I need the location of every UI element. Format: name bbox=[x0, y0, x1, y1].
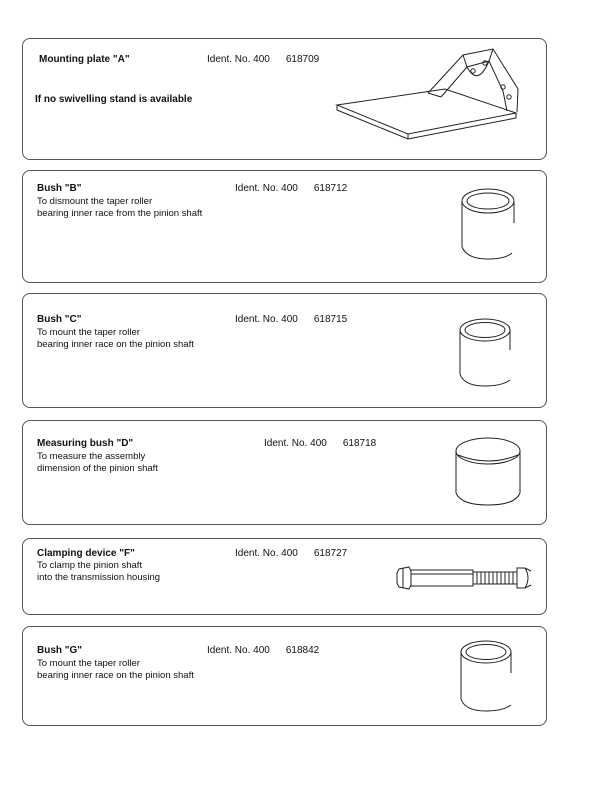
ident-number bbox=[235, 548, 347, 559]
clamping-device-drawing-icon bbox=[395, 563, 535, 593]
tool-card-measuring-bush-d bbox=[22, 420, 547, 525]
ident-code: 618727 bbox=[313, 548, 348, 559]
ident-code: 618709 bbox=[285, 54, 320, 65]
bush-drawing-icon bbox=[457, 635, 517, 720]
description-line: To mount the taper roller bbox=[37, 327, 140, 338]
description-line: To measure the assembly bbox=[37, 451, 146, 462]
description-line: To mount the taper roller bbox=[37, 658, 140, 669]
ident-number bbox=[235, 183, 347, 194]
ident-label: Ident. No. 400 bbox=[235, 548, 298, 559]
tool-description bbox=[37, 658, 194, 682]
tool-title: Bush "G" bbox=[37, 645, 83, 656]
ident-number bbox=[235, 314, 347, 325]
tool-card-mounting-plate-a bbox=[22, 38, 547, 160]
tool-description bbox=[37, 451, 158, 475]
ident-code: 618718 bbox=[342, 438, 377, 449]
description-line: bearing inner race on the pinion shaft bbox=[37, 339, 194, 350]
tool-title: Bush "C" bbox=[37, 314, 82, 325]
ident-number bbox=[207, 54, 319, 65]
tool-card-bush-c bbox=[22, 293, 547, 408]
bush-drawing-icon bbox=[456, 314, 516, 394]
mounting-plate-drawing-icon bbox=[333, 41, 523, 156]
tool-card-bush-b bbox=[22, 170, 547, 283]
ident-label: Ident. No. 400 bbox=[235, 314, 298, 325]
tool-card-bush-g bbox=[22, 626, 547, 726]
description-line: To clamp the pinion shaft bbox=[37, 560, 143, 571]
description-line: bearing inner race on the pinion shaft bbox=[37, 670, 194, 681]
description-line: To dismount the taper roller bbox=[37, 196, 153, 207]
tool-title: Measuring bush "D" bbox=[37, 438, 134, 449]
tool-title: Clamping device "F" bbox=[37, 548, 135, 559]
description-line: bearing inner race from the pinion shaft bbox=[37, 208, 203, 219]
description-line: into the transmission housing bbox=[37, 572, 161, 583]
measuring-bush-drawing-icon bbox=[453, 431, 528, 511]
tool-title: Bush "B" bbox=[37, 183, 82, 194]
tool-description bbox=[37, 560, 160, 584]
tool-description bbox=[37, 196, 202, 220]
ident-number bbox=[264, 438, 376, 449]
bush-drawing-icon bbox=[459, 183, 519, 268]
ident-code: 618712 bbox=[313, 183, 348, 194]
description-line: dimension of the pinion shaft bbox=[37, 463, 158, 474]
ident-label: Ident. No. 400 bbox=[264, 438, 327, 449]
ident-label: Ident. No. 400 bbox=[207, 54, 270, 65]
tool-note: If no swivelling stand is available bbox=[35, 94, 193, 105]
ident-code: 618715 bbox=[313, 314, 348, 325]
ident-number bbox=[207, 645, 319, 656]
ident-label: Ident. No. 400 bbox=[235, 183, 298, 194]
tool-card-clamping-device-f bbox=[22, 538, 547, 615]
tool-title: Mounting plate "A" bbox=[39, 54, 130, 65]
tool-description bbox=[37, 327, 194, 351]
ident-code: 618842 bbox=[285, 645, 320, 656]
ident-label: Ident. No. 400 bbox=[207, 645, 270, 656]
